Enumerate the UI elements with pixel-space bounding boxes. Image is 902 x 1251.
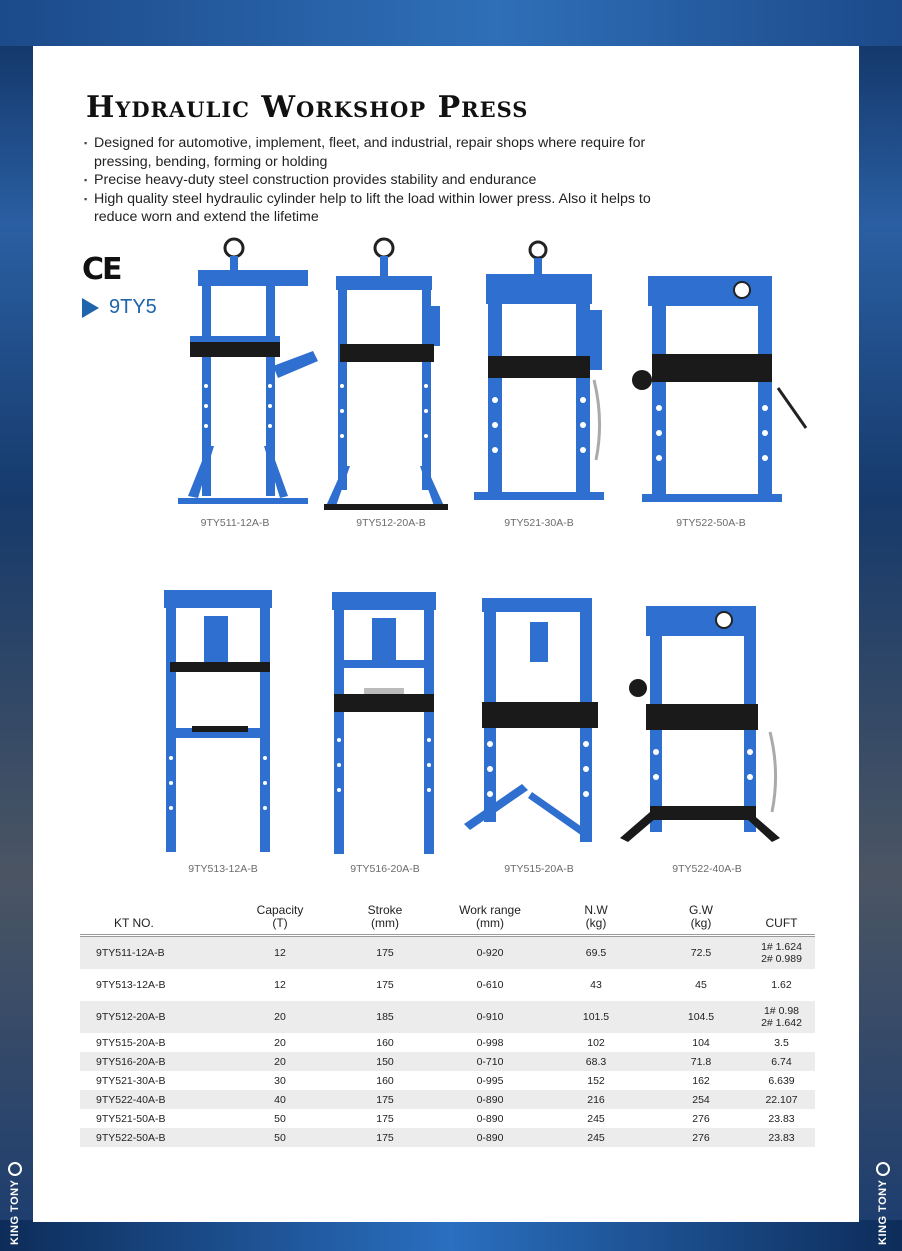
brand-name: KING TONY: [877, 1179, 889, 1245]
spec-table: [80, 902, 815, 1147]
product-image-9ty521: [474, 240, 614, 505]
series-label: 9TY5: [109, 296, 157, 318]
product-image-9ty516: [332, 590, 442, 858]
table-row: 9TY512-20A-B 20 185 0-910 101.5 104.5 1# 0.98 2# 1.642: [80, 1001, 815, 1033]
product-image-9ty511: [168, 236, 328, 516]
product-image-9ty522-50: [630, 268, 810, 508]
series-marker: [82, 296, 157, 319]
brand-logo-right: [874, 1155, 892, 1245]
table-header-row: [80, 902, 815, 936]
product-code: 9TY512-20A-B: [356, 517, 426, 529]
brand-name: KING TONY: [9, 1179, 21, 1245]
header-gw: G.W (kg): [654, 902, 748, 936]
brand-mark-icon: [8, 1162, 22, 1176]
product-code: 9TY522-40A-B: [672, 863, 742, 875]
top-banner: [0, 0, 902, 46]
table-row: 9TY522-50A-B 50 175 0-890 245 276 23.83: [80, 1128, 815, 1147]
product-image-9ty512: [322, 236, 452, 516]
bottom-banner: [0, 1220, 902, 1251]
product-code: 9TY516-20A-B: [350, 863, 420, 875]
table-row: 9TY522-40A-B 40 175 0-890 216 254 22.107: [80, 1090, 815, 1109]
ce-mark: CE: [82, 252, 121, 287]
product-image-9ty522-40: [620, 602, 790, 842]
feature-list: [84, 134, 694, 227]
feature-item: ▪ Precise heavy-duty steel construction provides stability and endurance: [84, 171, 694, 190]
product-code: 9TY521-30A-B: [504, 517, 574, 529]
table-row: 9TY513-12A-B 12 175 0-610 43 45 1.62: [96, 979, 792, 991]
header-capacity: Capacity (T): [232, 902, 328, 936]
header-nw: N.W (kg): [538, 902, 654, 936]
product-image-9ty515: [462, 594, 612, 846]
header-stroke: Stroke (mm): [328, 902, 442, 936]
header-cuft: CUFT: [748, 902, 815, 936]
product-image-9ty513: [164, 588, 284, 856]
table-row: 9TY515-20A-B 20 160 0-998 102 104 3.5: [96, 1036, 789, 1049]
header-kt-no: KT NO.: [80, 902, 232, 936]
table-row: 9TY511-12A-B 12 175 0-920 69.5 72.5 1# 1.624 2# 0.989: [80, 936, 815, 970]
feature-item: ▪ Designed for automotive, implement, fleet, and industrial, repair shops where require for pressing, bending, forming or holding: [84, 134, 694, 171]
brand-logo-left: [6, 1155, 24, 1245]
product-code: 9TY515-20A-B: [504, 863, 574, 875]
table-row: 9TY521-50A-B 50 175 0-890 245 276 23.83: [96, 1112, 795, 1125]
feature-item: ▪ High quality steel hydraulic cylinder help to lift the load within lower press. Also it helps to reduce worn and extend the lifetime: [84, 190, 694, 227]
table-row: 9TY516-20A-B 20 150 0-710 68.3 71.8 6.74: [80, 1052, 815, 1071]
page-title: Hydraulic Workshop Press: [86, 90, 529, 125]
table-row: 9TY521-30A-B 30 160 0-995 152 162 6.639: [96, 1074, 795, 1087]
product-code: 9TY522-50A-B: [676, 517, 746, 529]
header-work-range: Work range (mm): [442, 902, 538, 936]
product-code: 9TY511-12A-B: [200, 517, 270, 529]
brand-mark-icon: [876, 1162, 890, 1176]
triangle-arrow-icon: [82, 298, 99, 318]
product-code: 9TY513-12A-B: [188, 863, 258, 875]
